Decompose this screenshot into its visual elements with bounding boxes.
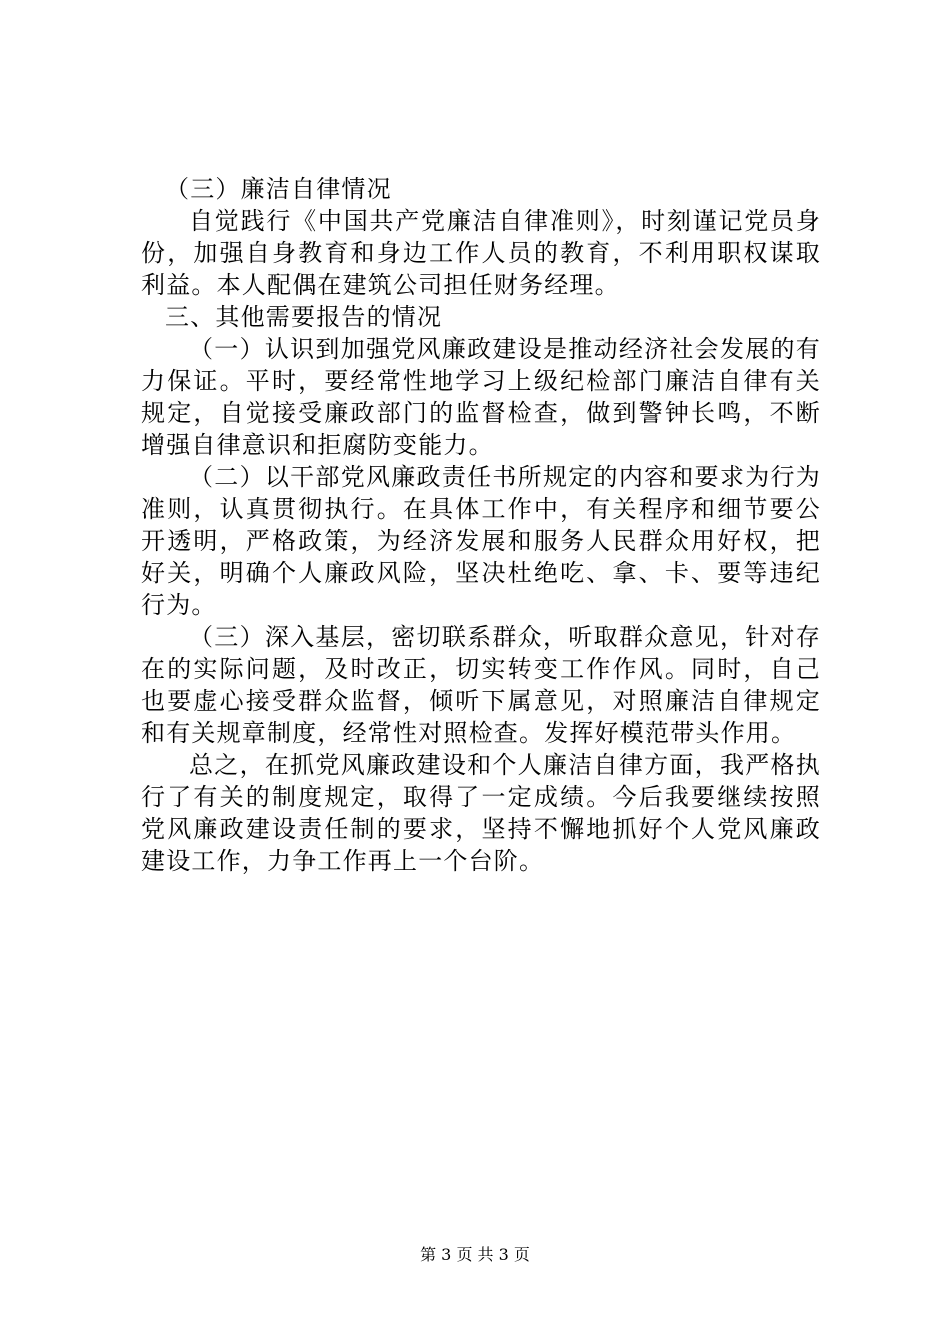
section-heading-other-matters: 三、其他需要报告的情况 — [165, 303, 443, 331]
section-subheading-integrity: （三）廉洁自律情况 — [165, 175, 392, 203]
page-number-footer: 第 3 页 共 3 页 — [420, 1245, 530, 1264]
document-body — [141, 173, 821, 877]
paragraph-item-3: （三）深入基层，密切联系群众，听取群众意见，针对存在的实际问题，及时改正，切实转变工作作风。同时，自己也要虚心接受群众监督，倾听下属意见，对照廉洁自律规定和有关规章制度，经常性对照检查。发挥好模范带头作用。 — [141, 623, 821, 747]
paragraph-conclusion: 总之，在抓党风廉政建设和个人廉洁自律方面，我严格执行了有关的制度规定，取得了一定成绩。今后我要继续按照党风廉政建设责任制的要求，坚持不懈地抓好个人党风廉政建设工作，力争工作再上一个台阶。 — [141, 751, 821, 875]
paragraph-item-2: （二）以干部党风廉政责任书所规定的内容和要求为行为准则，认真贯彻执行。在具体工作中，有关程序和细节要公开透明，严格政策，为经济发展和服务人民群众用好权，把好关，明确个人廉政风险，坚决杜绝吃、拿、卡、要等违纪行为。 — [141, 463, 821, 619]
paragraph-item-1: （一）认识到加强党风廉政建设是推动经济社会发展的有力保证。平时，要经常性地学习上级纪检部门廉洁自律有关规定，自觉接受廉政部门的监督检查，做到警钟长鸣，不断增强自律意识和拒腐防变能力。 — [141, 335, 821, 459]
paragraph-integrity-detail: 自觉践行《中国共产党廉洁自律准则》，时刻谨记党员身份，加强自身教育和身边工作人员的教育，不利用职权谋取利益。本人配偶在建筑公司担任财务经理。 — [141, 207, 821, 299]
